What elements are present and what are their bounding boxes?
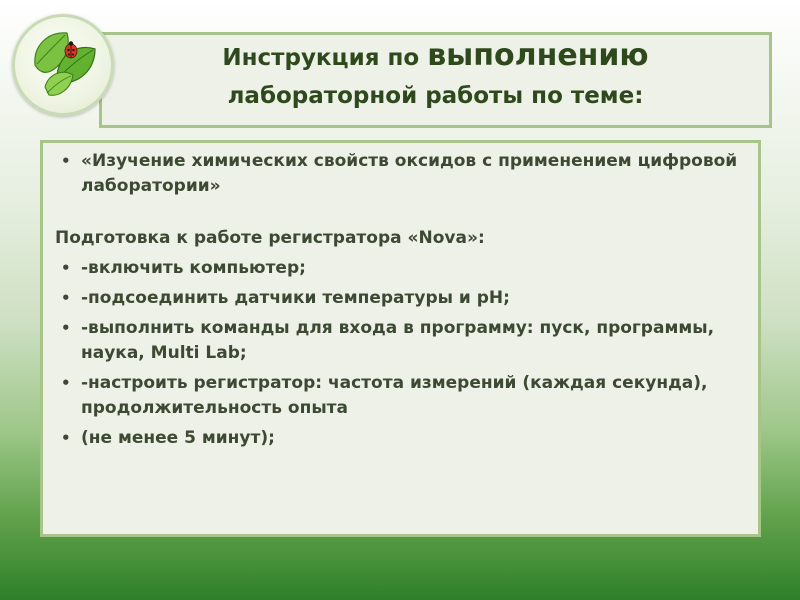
content-text <box>55 149 744 456</box>
list-item <box>55 316 744 366</box>
prep-heading: Подготовка к работе регистратора «Nova»: <box>55 228 485 248</box>
topic-text: «Изучение химических свойств оксидов с применением цифровой лаборатории» <box>81 151 738 196</box>
topic-item <box>55 149 744 199</box>
bullet-icon: • <box>61 374 71 392</box>
list-item <box>55 286 744 311</box>
list-item <box>55 371 744 421</box>
list-item <box>55 426 744 451</box>
title-panel <box>99 32 772 128</box>
leaf-ladybug-icon <box>15 17 111 113</box>
bullet-icon: • <box>61 319 71 337</box>
bullet-icon: • <box>61 259 71 277</box>
bullet-icon: • <box>61 429 71 447</box>
step-text: -настроить регистратор: частота измерений (каждая секунда), продолжительность опыта <box>81 373 708 418</box>
step-text: (не менее 5 минут); <box>81 428 275 448</box>
title-line1-part1: Инструкция по <box>222 45 428 71</box>
list-item <box>55 256 744 281</box>
logo-emblem <box>12 14 114 116</box>
step-text: -подсоединить датчики температуры и pH; <box>81 288 510 308</box>
step-text: -выполнить команды для входа в программу: пуск, программы, наука, Multi Lab; <box>81 318 715 363</box>
title-line2: лабораторной работы по теме: <box>227 83 644 109</box>
slide-title <box>102 37 769 115</box>
bullet-icon: • <box>61 152 71 170</box>
title-line1-part2: выполнению <box>427 38 649 73</box>
bullet-icon: • <box>61 289 71 307</box>
content-panel <box>40 140 761 537</box>
step-text: -включить компьютер; <box>81 258 306 278</box>
